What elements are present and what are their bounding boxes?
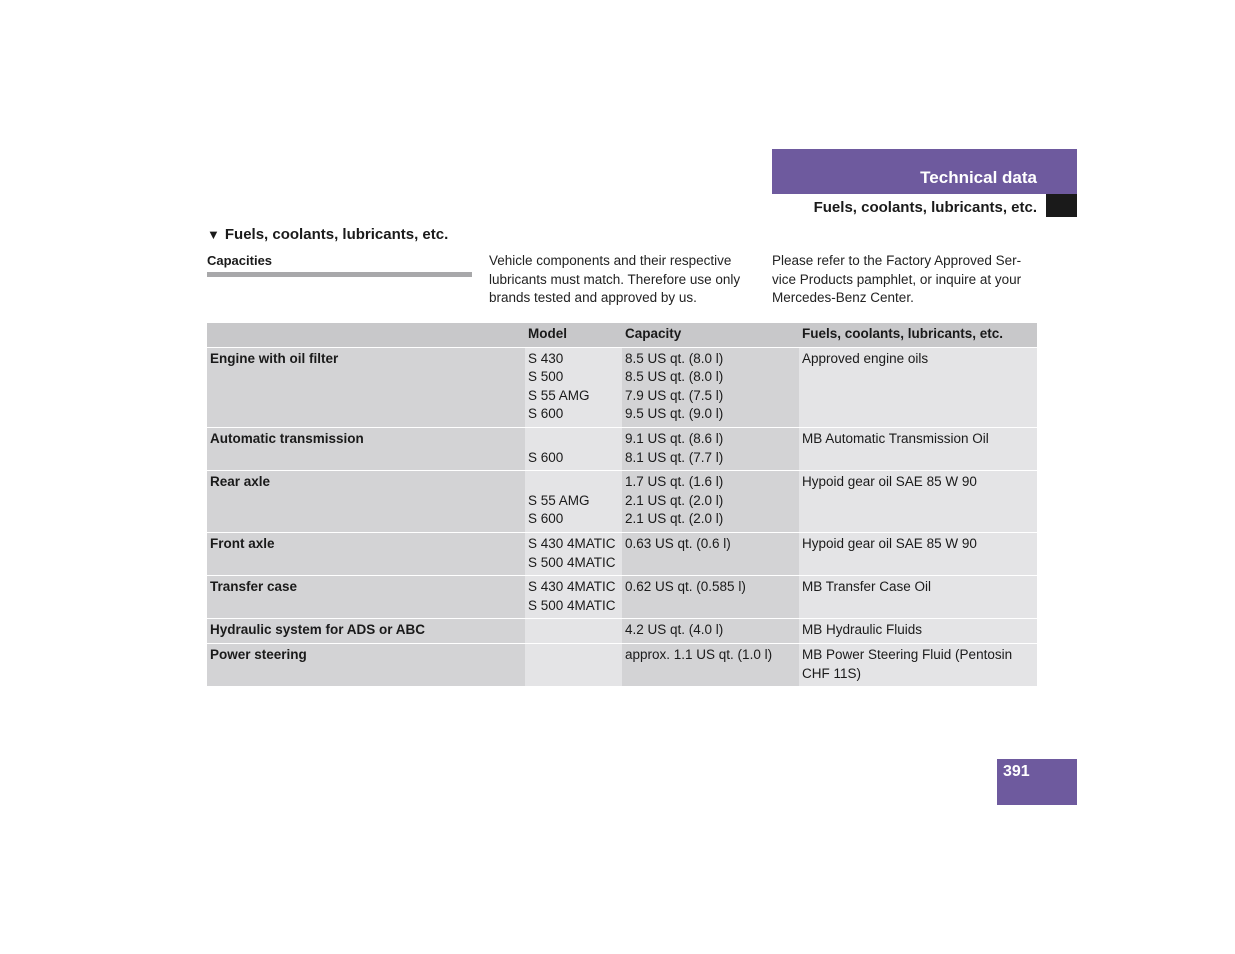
fluid-cell	[799, 532, 1037, 575]
capacity-cell	[622, 576, 799, 619]
page-number-box	[997, 759, 1077, 805]
section-heading	[207, 225, 448, 245]
capacity-line: 8.5 US qt. (8.0 l)	[625, 369, 724, 385]
model-line: S 500 4MATIC	[528, 597, 616, 613]
fluid-cell	[799, 427, 1037, 470]
component-cell: Power steering	[207, 643, 525, 686]
column-header-fluids: Fuels, coolants, lubricants, etc.	[799, 323, 1037, 347]
fluid-line: Hypoid gear oil SAE 85 W 90	[802, 474, 977, 490]
component-cell: Rear axle	[207, 471, 525, 533]
intro-2-line: Mercedes-Benz Center.	[772, 290, 914, 306]
intro-paragraph-2	[772, 252, 1042, 308]
table-row	[207, 643, 1037, 686]
fluid-cell	[799, 347, 1037, 427]
intro-1-line: lubricants must match. Therefore use only	[489, 271, 741, 287]
model-line: S 430	[528, 350, 564, 366]
model-line: S 600	[528, 449, 564, 465]
capacity-line: 2.1 US qt. (2.0 l)	[625, 511, 724, 527]
model-cell	[525, 471, 622, 533]
fluid-line: MB Hydraulic Fluids	[802, 622, 923, 638]
table-row	[207, 619, 1037, 644]
column-header-capacity: Capacity	[622, 323, 799, 347]
column-header-model: Model	[525, 323, 622, 347]
fluid-line: CHF 11S)	[802, 665, 862, 681]
capacity-line: 9.1 US qt. (8.6 l)	[625, 430, 724, 446]
model-cell	[525, 619, 622, 644]
subsection-marker	[1046, 194, 1077, 217]
capacity-line: 8.5 US qt. (8.0 l)	[625, 350, 724, 366]
fluid-cell	[799, 619, 1037, 644]
model-line: S 600	[528, 406, 564, 422]
table-row	[207, 576, 1037, 619]
down-triangle-icon: ▼	[207, 227, 220, 242]
capacity-line: 9.5 US qt. (9.0 l)	[625, 406, 724, 422]
section-title-bar	[772, 149, 1077, 194]
capacity-cell	[622, 619, 799, 644]
intro-1-line: brands tested and approved by us.	[489, 290, 697, 306]
section-heading-text: Fuels, coolants, lubricants, etc.	[224, 226, 449, 243]
table-row	[207, 471, 1037, 533]
intro-1-line: Vehicle components and their respective	[489, 253, 732, 268]
model-cell	[525, 643, 622, 686]
capacity-line: 8.1 US qt. (7.7 l)	[625, 449, 724, 465]
fluid-cell	[799, 576, 1037, 619]
capacity-cell	[622, 532, 799, 575]
model-line: S 430 4MATIC	[528, 535, 616, 551]
model-cell	[525, 576, 622, 619]
component-cell: Front axle	[207, 532, 525, 575]
component-cell: Hydraulic system for ADS or ABC	[207, 619, 525, 644]
intro-2-line: Please refer to the Factory Approved Ser-	[772, 253, 1022, 268]
capacity-line: 1.7 US qt. (1.6 l)	[625, 474, 724, 490]
fluid-line: MB Automatic Transmission Oil	[802, 430, 989, 446]
capacity-cell	[622, 471, 799, 533]
model-line: S 55 AMG	[528, 492, 590, 508]
fluid-line: MB Transfer Case Oil	[802, 579, 932, 595]
model-line: S 600	[528, 511, 564, 527]
model-line: S 500 4MATIC	[528, 554, 616, 570]
component-cell: Transfer case	[207, 576, 525, 619]
table-row	[207, 347, 1037, 427]
capacity-line: 0.63 US qt. (0.6 l)	[625, 535, 731, 551]
model-line: S 430 4MATIC	[528, 579, 616, 595]
model-cell	[525, 347, 622, 427]
capacities-subheading: Capacities	[207, 252, 472, 277]
capacity-line: 4.2 US qt. (4.0 l)	[625, 622, 724, 638]
component-cell: Automatic transmission	[207, 427, 525, 470]
capacity-line: approx. 1.1 US qt. (1.0 l)	[625, 646, 773, 662]
fluid-cell	[799, 471, 1037, 533]
subsection-title: Fuels, coolants, lubricants, etc.	[813, 199, 1037, 216]
table-header-row	[207, 323, 1037, 347]
component-cell: Engine with oil filter	[207, 347, 525, 427]
page-number: 391	[1003, 763, 1030, 780]
intro-2-line: vice Products pamphlet, or inquire at your	[772, 271, 1022, 287]
model-cell	[525, 427, 622, 470]
fluid-cell	[799, 643, 1037, 686]
capacity-cell	[622, 427, 799, 470]
table-body	[207, 347, 1037, 687]
fluid-line: Hypoid gear oil SAE 85 W 90	[802, 535, 977, 551]
capacities-table	[207, 323, 1037, 687]
capacity-cell	[622, 347, 799, 427]
fluid-line: MB Power Steering Fluid (Pentosin	[802, 646, 1013, 662]
column-header-component	[207, 323, 525, 347]
model-line	[528, 430, 619, 449]
table-row	[207, 427, 1037, 470]
table-row	[207, 532, 1037, 575]
capacity-line: 0.62 US qt. (0.585 l)	[625, 579, 746, 595]
capacity-line: 7.9 US qt. (7.5 l)	[625, 387, 724, 403]
capacity-cell	[622, 643, 799, 686]
fluid-line: Approved engine oils	[802, 350, 929, 366]
model-line: S 500	[528, 369, 564, 385]
intro-paragraph-1	[489, 252, 759, 308]
model-line: S 55 AMG	[528, 387, 590, 403]
model-cell	[525, 532, 622, 575]
model-line	[528, 473, 619, 492]
section-title: Technical data	[920, 168, 1037, 187]
capacity-line: 2.1 US qt. (2.0 l)	[625, 492, 724, 508]
